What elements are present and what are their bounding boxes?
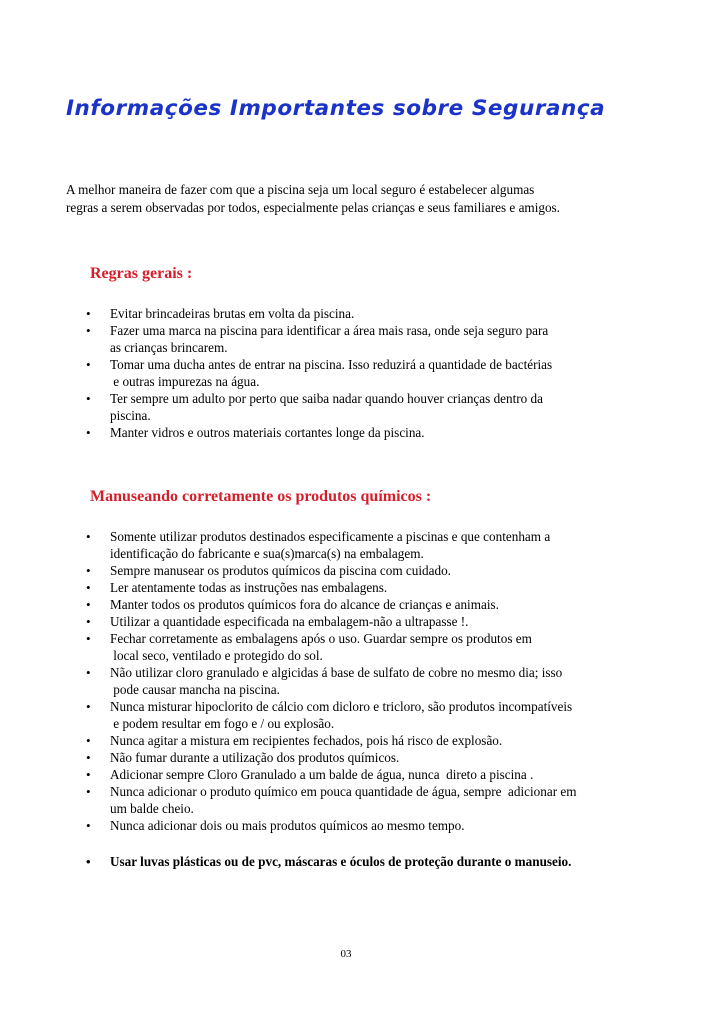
list-item	[84, 664, 577, 698]
bullet-icon: •	[86, 784, 91, 799]
bullet-icon: •	[86, 818, 91, 833]
list-item-final-warning	[84, 853, 571, 870]
bullet-icon: •	[86, 529, 91, 544]
list-item	[84, 613, 577, 630]
bullet-icon: •	[86, 631, 91, 646]
list-item-text: Não fumar durante a utilização dos produtos químicos.	[110, 750, 400, 765]
final-warning-list	[84, 853, 571, 870]
list-item	[84, 356, 552, 390]
list-item-text: pode causar mancha na piscina.	[110, 682, 280, 697]
list-item-text: Evitar brincadeiras brutas em volta da piscina.	[110, 306, 355, 321]
intro-line: A melhor maneira de fazer com que a piscina seja um local seguro é estabelecer algumas	[66, 182, 535, 197]
list-item	[84, 390, 552, 424]
list-item-text: um balde cheio.	[110, 801, 194, 816]
section-heading-produtos-quimicos: Manuseando corretamente os produtos químicos :	[90, 488, 432, 505]
list-item-text: Ter sempre um adulto por perto que saiba nadar quando houver crianças dentro da	[110, 391, 544, 406]
list-item-text: as crianças brincarem.	[110, 340, 228, 355]
list-item-text: Ler atentamente todas as instruções nas embalagens.	[110, 580, 388, 595]
list-item	[84, 817, 577, 834]
list-item-text: Adicionar sempre Cloro Granulado a um balde de água, nunca direto a piscina .	[110, 767, 534, 782]
bullet-icon: •	[86, 614, 91, 629]
list-item-text: Fazer uma marca na piscina para identificar a área mais rasa, onde seja seguro para	[110, 323, 549, 338]
list-item	[84, 579, 577, 596]
page-number: 03	[340, 948, 352, 960]
list-item-text: Nunca adicionar o produto químico em pouca quantidade de água, sempre adicionar em	[110, 784, 577, 799]
list-item	[84, 749, 577, 766]
bullet-icon: •	[86, 391, 91, 406]
bullet-icon: •	[86, 323, 91, 338]
bullet-icon: •	[86, 563, 91, 578]
regras-gerais-list	[84, 305, 552, 441]
list-item-text: Nunca adicionar dois ou mais produtos químicos ao mesmo tempo.	[110, 818, 465, 833]
list-item	[84, 322, 552, 356]
list-item	[84, 596, 577, 613]
list-item-text: Nunca agitar a mistura em recipientes fechados, pois há risco de explosão.	[110, 733, 503, 748]
list-item-text: Somente utilizar produtos destinados especificamente a piscinas e que contenham a	[110, 529, 551, 544]
bullet-icon: •	[86, 357, 91, 372]
list-item	[84, 698, 577, 732]
list-item-text: Não utilizar cloro granulado e algicidas á base de sulfato de cobre no mesmo dia; isso	[110, 665, 563, 680]
list-item	[84, 528, 577, 562]
bullet-icon: •	[86, 580, 91, 595]
list-item-text: identificação do fabricante e sua(s)marca(s) na embalagem.	[110, 546, 424, 561]
list-item-text: Usar luvas plásticas ou de pvc, máscaras e óculos de proteção durante o manuseio.	[110, 854, 572, 869]
list-item	[84, 732, 577, 749]
list-item	[84, 783, 577, 817]
bullet-icon: •	[86, 597, 91, 612]
list-item-text: Utilizar a quantidade especificada na embalagem-não a ultrapasse !.	[110, 614, 469, 629]
page-title: Informações Importantes sobre Segurança	[66, 96, 606, 121]
bullet-icon: •	[86, 854, 91, 869]
bullet-icon: •	[86, 733, 91, 748]
list-item	[84, 630, 577, 664]
bullet-icon: •	[86, 767, 91, 782]
intro-line: regras a serem observadas por todos, especialmente pelas crianças e seus familiares e amigos.	[66, 200, 560, 215]
list-item-text: Manter todos os produtos químicos fora do alcance de crianças e animais.	[110, 597, 499, 612]
list-item-text: e podem resultar em fogo e / ou explosão.	[110, 716, 335, 731]
list-item-text: piscina.	[110, 408, 151, 423]
list-item	[84, 424, 552, 441]
list-item-text: local seco, ventilado e protegido do sol.	[110, 648, 323, 663]
section-heading-regras-gerais: Regras gerais :	[90, 265, 193, 282]
bullet-icon: •	[86, 699, 91, 714]
list-item	[84, 766, 577, 783]
list-item-text: Sempre manusear os produtos químicos da piscina com cuidado.	[110, 563, 451, 578]
bullet-icon: •	[86, 425, 91, 440]
intro-paragraph	[66, 181, 666, 217]
list-item-text: Nunca misturar hipoclorito de cálcio com dicloro e tricloro, são produtos incompatíveis	[110, 699, 573, 714]
bullet-icon: •	[86, 750, 91, 765]
list-item	[84, 305, 552, 322]
list-item	[84, 562, 577, 579]
produtos-quimicos-list	[84, 528, 577, 834]
bullet-icon: •	[86, 306, 91, 321]
bullet-icon: •	[86, 665, 91, 680]
list-item-text: Tomar uma ducha antes de entrar na piscina. Isso reduzirá a quantidade de bactérias	[110, 357, 553, 372]
list-item-text: e outras impurezas na água.	[110, 374, 260, 389]
list-item-text: Manter vidros e outros materiais cortantes longe da piscina.	[110, 425, 425, 440]
list-item-text: Fechar corretamente as embalagens após o uso. Guardar sempre os produtos em	[110, 631, 532, 646]
